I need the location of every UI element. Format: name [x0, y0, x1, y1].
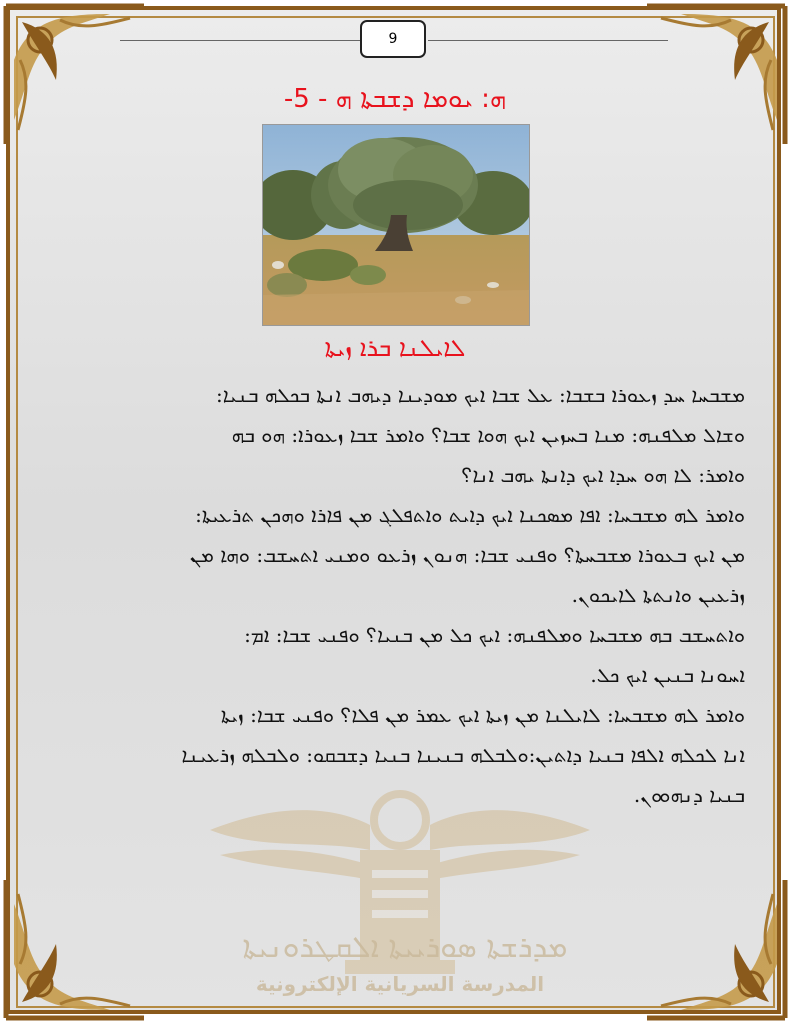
story-line: ܙܪܥܝܢ ܘܐܢܬܬܐ ܠܐܝܟܘܢ.: [571, 583, 745, 607]
story-body: [50, 375, 745, 815]
page-number: 9: [360, 20, 426, 58]
ornament-corner-icon: [641, 874, 791, 1024]
story-line: ܘܐܡܪ ܠܗ ܡܫܒܚܐ: ܐܦܐ ܡܣܟܢܐ ܐܝܟ ܕܐܝܬ ܘܐܬܦܠܓ ܡܢ ܦܐܪܐ ܘܗܟܢ ܬܪܥܝܬܐ:: [195, 503, 745, 527]
story-line: ܡܢ ܐܝܟ ܒܥܘܪܐ ܡܫܒܚܬܐ؟ ܘܦܢܝ ܫܒܐ: ܗܢܘܢ ܙܪܥܘ ܘܡܢܝ ܐܬܚܫܒ: ܘܗܐ ܡܢ: [190, 543, 745, 567]
ornament-corner-icon: [641, 0, 791, 150]
header-rule: [120, 40, 360, 41]
story-line: ܒܢܝܐ ܕܢܗܘܘܢ.: [633, 783, 745, 807]
story-title: ܠܐܝܠܢܐ ܒܪܐ ܙܝܬܐ: [324, 334, 466, 362]
story-line: ܘܐܡܪ: ܠܐ ܗܘ ܚܕܐ ܐܝܟ ܕܐܢܬܐ ܝܗܒ ܐܢܐ؟: [461, 463, 745, 487]
watermark-arabic-text: المدرسة السريانية الإلكترونية: [255, 972, 545, 996]
lesson-title: ܗ: ܝܘܡܐ ܕܫܒܬܐ ܗ - 5-: [283, 84, 507, 114]
story-line: ܐܢܐ ܠܟܠܗ ܐܠܦܐ ܒܢܝܐ ܕܐܬܝܢ:ܘܠܒܠܗ ܒܢܝܢܐ ܒܢܝܐ ܕܫܒܩܘ: ܘܠܒܠܗ ܙܪܥܝܢܐ: [181, 743, 745, 767]
story-line: ܘܐܡܪ ܠܗ ܡܫܒܚܐ: ܠܐܝܠܢܐ ܡܢ ܙܝܬܐ ܐܝܟ ܥܡܪ ܡܢ ܦܠܐ؟ ܘܦܢܝ ܫܒܐ: ܙܝܬܐ: [220, 703, 745, 727]
story-line: ܘܐܬܚܫܒ ܒܗ ܡܫܒܚܐ ܘܡܠܦܢܗ: ܐܝܟ ܟܠ ܡܢ ܒܢܝܐ؟ ܘܦܢܝ ܫܒܐ: ܐܡ:: [244, 623, 745, 647]
ornament-corner-icon: [0, 0, 150, 150]
story-line: ܘܫܐܠ ܡܠܦܢܗ: ܡܢܐ ܒܚܙܝܢ ܐܝܟ ܗܘܐ ܫܒܐ؟ ܘܐܡܪ ܫܒܐ ܙܥܘܪܐ: ܗܘ ܒܗ: [231, 423, 745, 447]
header-rule: [428, 40, 668, 41]
story-line: ܐܚܘܢܐ ܒܢܝܢ ܐܝܟ ܟܠ.: [590, 663, 745, 687]
olive-tree-photo: [262, 124, 530, 326]
watermark-syriac-text: ܡܕܪܫܬܐ ܣܘܪܝܝܬܐ ܐܠܩܛܪܘܢܝܬܐ: [242, 930, 568, 965]
ornament-corner-icon: [0, 874, 150, 1024]
story-line: ܡܫܒܚܐ ܚܕ ܙܥܘܪܐ ܒܫܒܐ: ܥܠ ܫܒܐ ܐܝܟ ܡܘܕܝܢܐ ܕܝܗܒ ܐܢܬܐ ܒܟܠܗ ܒܢܝܐ:: [216, 383, 745, 407]
